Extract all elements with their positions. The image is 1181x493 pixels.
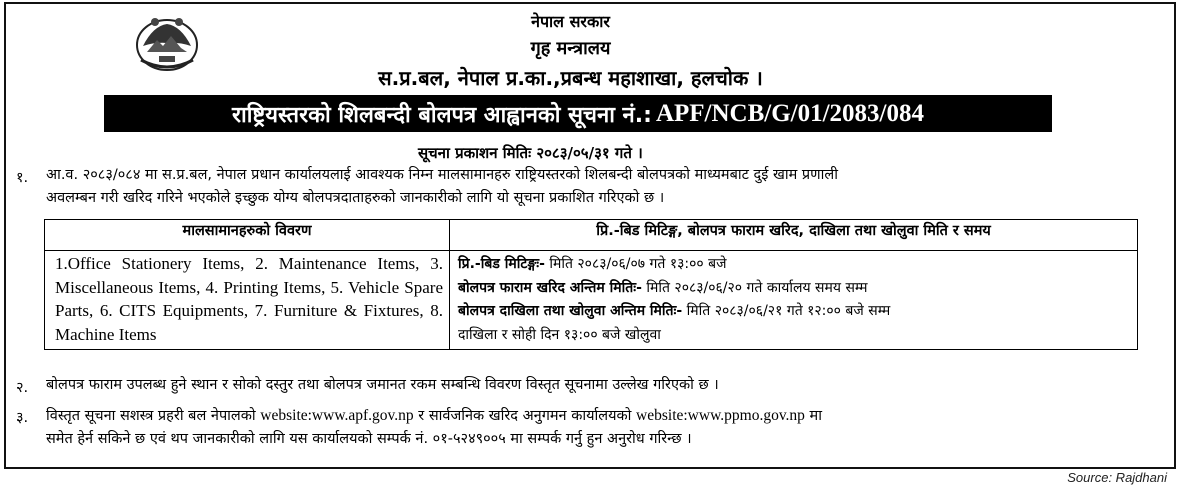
- para2: बोलपत्र फाराम उपलब्ध हुने स्थान र सोको दस्तुर तथा बोलपत्र जमानत रकम सम्बन्धि विवरण विस्तृत सूचनामा उल्लेख गरिएको छ ।: [46, 377, 719, 393]
- schedule-opening: दाखिला र सोही दिन १३:०० बजे खोलुवा: [458, 326, 661, 343]
- para3-number: ३.: [16, 410, 29, 426]
- notice-title-bar: [104, 95, 1052, 132]
- notice-code: APF/NCB/G/01/2083/084: [655, 99, 924, 127]
- para1: [46, 164, 1171, 210]
- items-schedule-table: [44, 219, 1138, 350]
- ppmo-website-link[interactable]: website:www.ppmo.gov.np: [636, 407, 805, 424]
- para3: [46, 404, 1171, 451]
- col-items-header: मालसामानहरुको विवरण: [45, 220, 450, 251]
- header-ministry: गृह मन्त्रालय: [530, 38, 611, 59]
- para3-line2: समेत हेर्न सकिने छ एवं थप जानकारीको लागि यस कार्यालयको सम्पर्क नं. ०१-५२४९००५ मा सम्पर्क गर्नु हुन अनुरोध गरिन्छ ।: [46, 431, 692, 447]
- table-row: [45, 251, 1138, 350]
- header-office: स.प्र.बल, नेपाल प्र.का.,प्रबन्ध महाशाखा, हलचोक ।: [378, 66, 763, 90]
- schedule-cell: [450, 251, 1138, 350]
- schedule-pre-bid: प्रि.-बिड मिटिङ्गः- मिति २०८३/०६/०७ गते १३:०० बजे: [458, 256, 727, 272]
- col-schedule-header: प्रि.-बिड मिटिङ्ग, बोलपत्र फाराम खरिद, दाखिला तथा खोलुवा मिति र समय: [450, 220, 1138, 251]
- para1-line2: अवलम्बन गरी खरिद गरिने भएकोले इच्छुक योग्य बोलपत्रदाताहरुको जानकारीको लागि यो सूचना प्रकाशित गरिएको छ ।: [46, 190, 665, 206]
- header-government: नेपाल सरकार: [531, 12, 610, 31]
- para3-line1: विस्तृत सूचना सशस्त्र प्रहरी बल नेपालको website:www.apf.gov.np र सार्वजनिक खरिद अनुगमन कार्यालयको website:www.ppmo.gov.np मा: [46, 407, 822, 424]
- table-header-row: [45, 220, 1138, 251]
- apf-website-link[interactable]: website:www.apf.gov.np: [260, 407, 414, 424]
- notice-title: राष्ट्रियस्तरको शिलबन्दी बोलपत्र आह्वानको सूचना नं.:: [232, 102, 652, 128]
- para1-number: १.: [16, 170, 29, 186]
- schedule-submission: बोलपत्र दाखिला तथा खोलुवा अन्तिम मितिः- मिति २०८३/०६/२१ गते १२:०० बजे सम्म: [458, 303, 891, 319]
- publication-date: सूचना प्रकाशन मितिः २०८३/०५/३१ गते ।: [418, 144, 643, 162]
- para1-line1: आ.व. २०८३/०८४ मा स.प्र.बल, नेपाल प्रधान कार्यालयलाई आवश्यक निम्न मालसामानहरु राष्ट्रियस्तरको शिलबन्दी बोलपत्रको माध्यमबाट दुई खाम प्रणाली: [46, 167, 838, 183]
- para2-number: २.: [16, 380, 29, 396]
- source-credit: Source: Rajdhani: [1067, 470, 1167, 485]
- schedule-form-purchase: बोलपत्र फाराम खरिद अन्तिम मितिः- मिति २०८३/०६/२० गते कार्यालय समय सम्म: [458, 279, 868, 296]
- items-list: 1.Office Stationery Items, 2. Maintenance Items, 3. Miscellaneous Items, 4. Printing Items, 5. Vehicle Spare Parts, 6. CITS Equipments, 7. Furniture & Fixtures, 8. Machine Items: [45, 251, 450, 350]
